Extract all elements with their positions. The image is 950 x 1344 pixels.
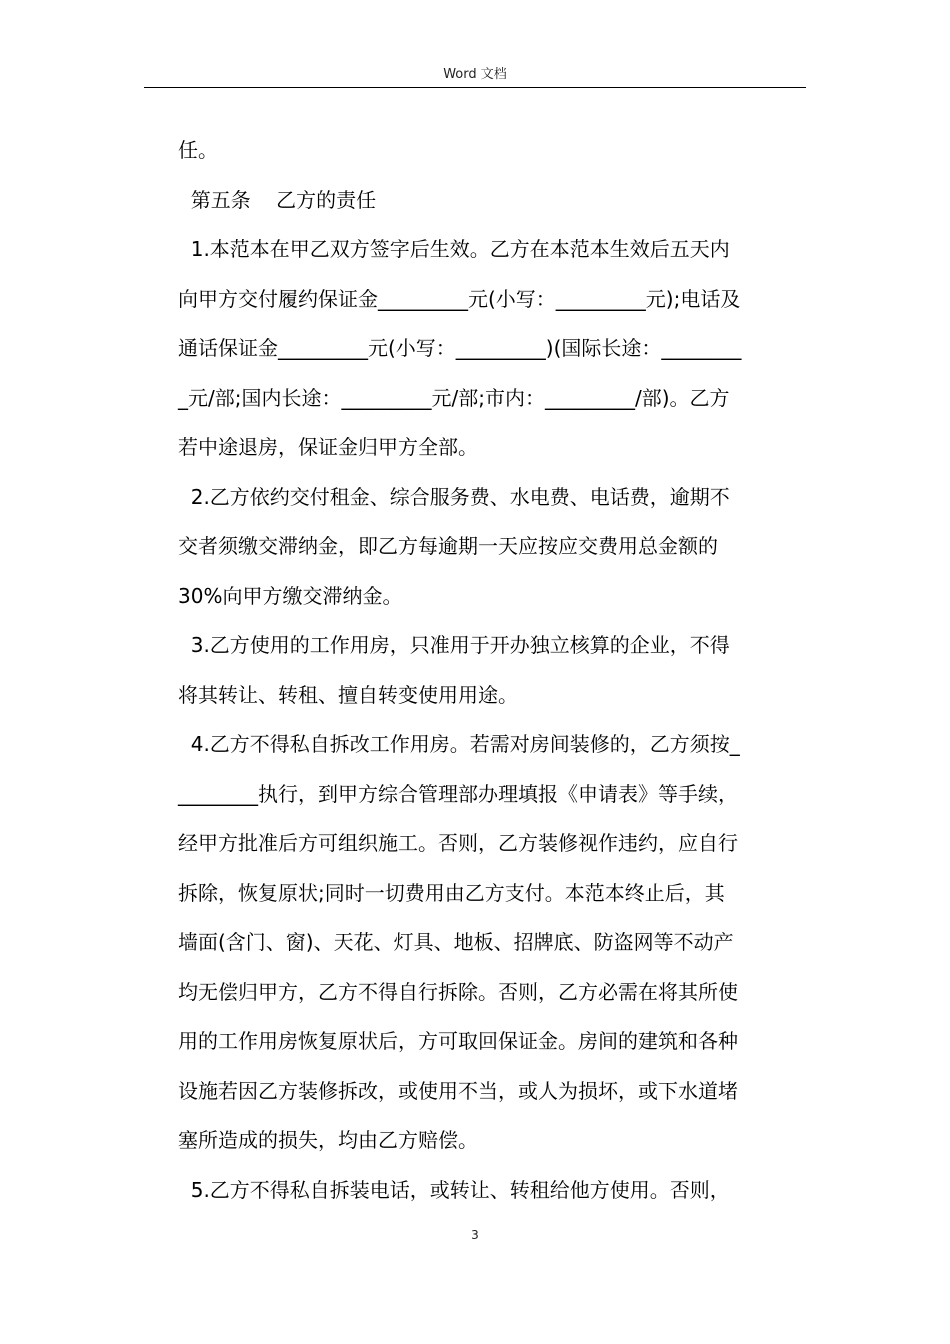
document-body [178, 126, 808, 1215]
text-line: 第五条 乙方的责任 [178, 187, 377, 212]
text-line: 5.乙方不得私自拆装电话，或转让、转租给他方使用。否则， [178, 1177, 730, 1202]
text-line: 拆除，恢复原状;同时一切费用由乙方支付。本范本终止后，其 [178, 880, 725, 905]
text-line: 30%向甲方缴交滞纳金。 [178, 583, 403, 608]
text-line: 4.乙方不得私自拆改工作用房。若需对房间装修的，乙方须按_ [178, 732, 740, 756]
text-line: 1.本范本在甲乙双方签字后生效。乙方在本范本生效后五天内 [178, 237, 730, 261]
text-line: 2.乙方依约交付租金、综合服务费、水电费、电话费，逾期不 [178, 484, 730, 509]
text-line: 向甲方交付履约保证金_________元(小写：_________元);电话及 [178, 286, 741, 311]
text-line: 将其转让、转租、擅自转变使用用途。 [178, 682, 518, 707]
page-number: 3 [471, 1228, 479, 1242]
page-header: Word 文档 [443, 67, 507, 82]
text-line: 墙面(含门、窗)、天花、灯具、地板、招牌底、防盗网等不动产 [178, 930, 734, 954]
text-line: _元/部;国内长途：_________元/部;市内：_________/部)。乙方 [178, 385, 730, 410]
text-line: 用的工作用房恢复原状后，方可取回保证金。房间的建筑和各种 [178, 1029, 738, 1053]
text-line: 经甲方批准后方可组织施工。否则，乙方装修视作违约，应自行 [178, 831, 738, 855]
text-line: 设施若因乙方装修拆改，或使用不当，或人为损坏，或下水道堵 [178, 1078, 738, 1103]
text-line: ________执行，到甲方综合管理部办理填报《申请表》等手续， [178, 781, 738, 806]
text-line: 均无偿归甲方，乙方不得自行拆除。否则，乙方必需在将其所使 [178, 979, 738, 1004]
text-line: 塞所造成的损失，均由乙方赔偿。 [178, 1128, 478, 1152]
header-divider [144, 87, 806, 88]
text-line: 若中途退房，保证金归甲方全部。 [178, 435, 478, 459]
text-line: 3.乙方使用的工作用房，只准用于开办独立核算的企业，不得 [178, 633, 730, 657]
text-line: 通话保证金_________元(小写：_________)(国际长途：________ [178, 336, 742, 360]
text-line: 任。 [178, 138, 218, 162]
text-line: 交者须缴交滞纳金，即乙方每逾期一天应按应交费用总金额的 [178, 534, 718, 558]
